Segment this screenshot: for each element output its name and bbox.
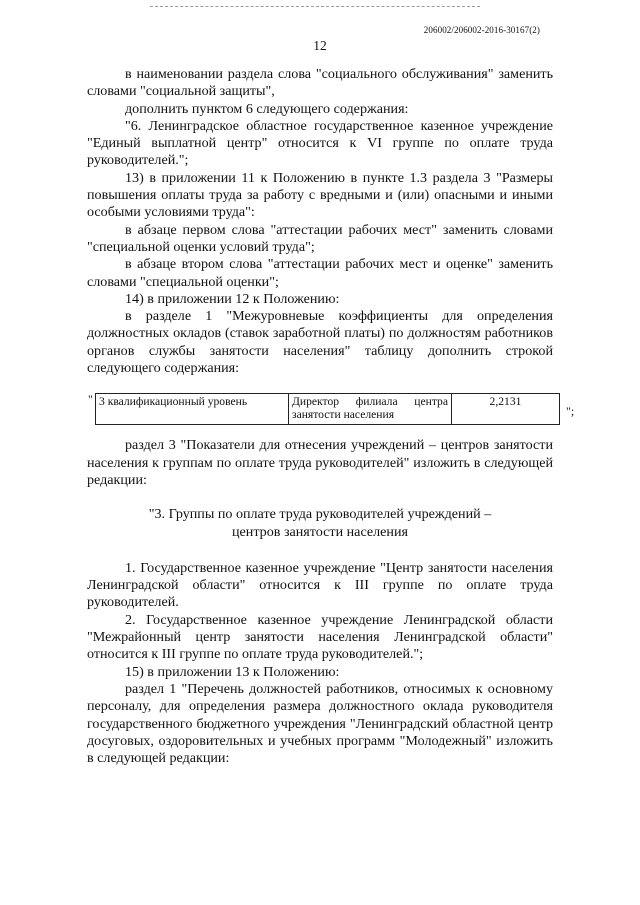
document-id: 206002/206002-2016-30167(2) [423,25,540,35]
coefficient-table [95,393,560,425]
paragraph: 13) в приложении 11 к Положению в пункте 1.3 раздела 3 "Размеры повышения оплаты труда за работу с вредными и (или) опасными и иными особыми условиями труда": [87,169,553,221]
paragraph: 2. Государственное казенное учреждение Ленинградской области "Межрайонный центр занятости населения Ленинградской области" относится к III группе по оплате труда руководителей."; [87,611,553,663]
paragraph: в абзаце первом слова "аттестации рабочих мест" заменить словами "специальной оценки условий труда"; [87,221,553,255]
paragraph: 15) в приложении 13 к Положению: [125,663,340,680]
paragraph: "6. Ленинградское областное государственное казенное учреждение "Единый выплатной центр" относится к VI группе по оплате труда руководителей."; [87,117,553,169]
paragraph: в абзаце втором слова "аттестации рабочих мест и оценке" заменить словами "специальной оценки"; [87,256,553,290]
inserted-table-row [87,391,575,425]
section-heading-line-2: центров занятости населения [232,523,408,540]
section-heading-line-1: "3. Группы по оплате труда руководителей учреждений – [148,506,492,523]
paragraph: раздел 1 "Перечень должностей работников, относимых к основному персоналу, для определения размера должностного оклада руководителя государственного бюджетного учреждения "Ленинградский областной центр досуговых, оздоровительных и учебных программ "Молодежный" изложить в следующей редакции: [87,680,553,767]
table-open-quote: " [88,392,93,407]
table-row [96,394,560,425]
paragraph: дополнить пунктом 6 следующего содержания: [125,100,409,117]
paragraph: в наименовании раздела слова "социального обслуживания" заменить словами "социальной защиты", [87,66,553,100]
table-cell-coefficient: 2,2131 [452,394,560,425]
page-number: 12 [313,38,327,53]
table-cell-position: Директор филиала центра занятости населения [289,394,452,425]
document-body [87,66,575,767]
table-close-quote: "; [566,404,575,419]
paragraph: в разделе 1 "Межуровневые коэффициенты для определения должностных окладов (ставок заработной платы) по должностям работников органов службы занятости населения" таблицу дополнить строкой следующего содержания: [87,308,553,377]
paragraph: 1. Государственное казенное учреждение "Центр занятости населения Ленинградской области" относится к III группе по оплате труда руководителей. [87,559,553,611]
table-cell-level: 3 квалификационный уровень [96,394,289,425]
paragraph: 14) в приложении 12 к Положению: [125,290,340,307]
top-scan-rule [150,6,480,7]
paragraph: раздел 3 "Показатели для отнесения учреждений – центров занятости населения к группам по оплате труда руководителей" изложить в следующей редакции: [87,437,553,488]
